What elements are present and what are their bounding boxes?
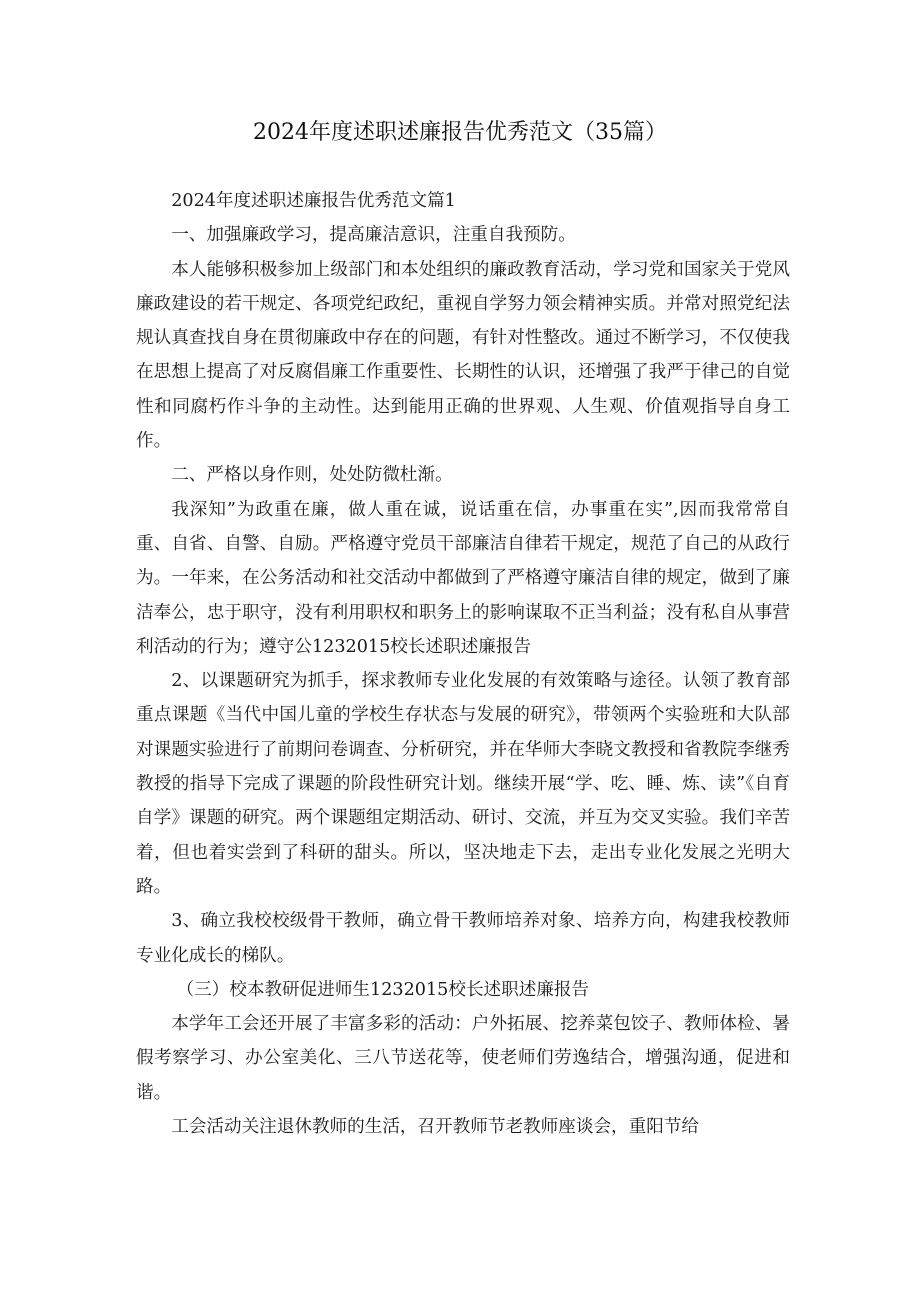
document-title: 2024年度述职述廉报告优秀范文（35篇） [253, 120, 667, 145]
paragraph: 工会活动关注退休教师的生活，召开教师节老教师座谈会，重阳节给 [171, 1117, 700, 1138]
paragraph: 本人能够积极参加上级部门和本处组织的廉政教育活动，学习党和国家关于党风廉政建设的若干规定、各项党纪政纪，重视自学努力领会精神实质。并常对照党纪法规认真查找自身在贯彻廉政中存在的问题，有针对性整改。通过不断学习，不仅使我在思想上提高了对反腐倡廉工作重要性、长期性的认识，还增强了我严于律己的自觉性和同腐朽作斗争的主动性。达到能用正确的世界观、人生观、价值观指导自身工作。 [136, 259, 790, 452]
section-heading: 2024年度述职述廉报告优秀范文篇1 [171, 191, 456, 211]
paragraph: 2、以课题研究为抓手，探求教师专业化发展的有效策略与途径。认领了教育部重点课题《当代中国儿童的学校生存状态与发展的研究》，带领两个实验班和大队部对课题实验进行了前期问卷调查、分析研究，并在华师大李晓文教授和省教院李继秀教授的指导下完成了课题的阶段性研究计划。继续开展“学、吃、睡、炼、读”《自育自学》课题的研究。两个课题组定期活动、研讨、交流，并互为交叉实验。我们辛苦着，但也着实尝到了科研的甜头。所以，坚决地走下去，走出专业化发展之光明大路。 [136, 671, 790, 897]
paragraph-heading: 二、严格以身作则，处处防微杜渐。 [171, 465, 453, 486]
paragraph: 3、确立我校校级骨干教师，确立骨干教师培养对象、培养方向，构建我校教师专业化成长的梯队。 [136, 911, 790, 966]
paragraph: 我深知”为政重在廉，做人重在诚，说话重在信，办事重在实”,因而我常常自重、自省、自警、自励。严格遵守党员干部廉洁自律若干规定，规范了自己的从政行为。一年来，在公务活动和社交活动中都做到了严格遵守廉洁自律的规定，做到了廉洁奉公，忠于职守，没有利用职权和职务上的影响谋取不正当利益；没有私自从事营利活动的行为；遵守公1232015校长述职述廉报告 [136, 499, 790, 657]
document-body [136, 184, 790, 1144]
paragraph: 本学年工会还开展了丰富多彩的活动：户外拓展、挖养菜包饺子、教师体检、暑假考察学习、办公室美化、三八节送花等，使老师们劳逸结合，增强沟通，促进和谐。 [136, 1014, 790, 1103]
paragraph-heading: 一、加强廉政学习，提高廉洁意识，注重自我预防。 [171, 225, 576, 246]
paragraph-heading: （三）校本教研促进师生1232015校长述职述廉报告 [176, 979, 590, 1000]
